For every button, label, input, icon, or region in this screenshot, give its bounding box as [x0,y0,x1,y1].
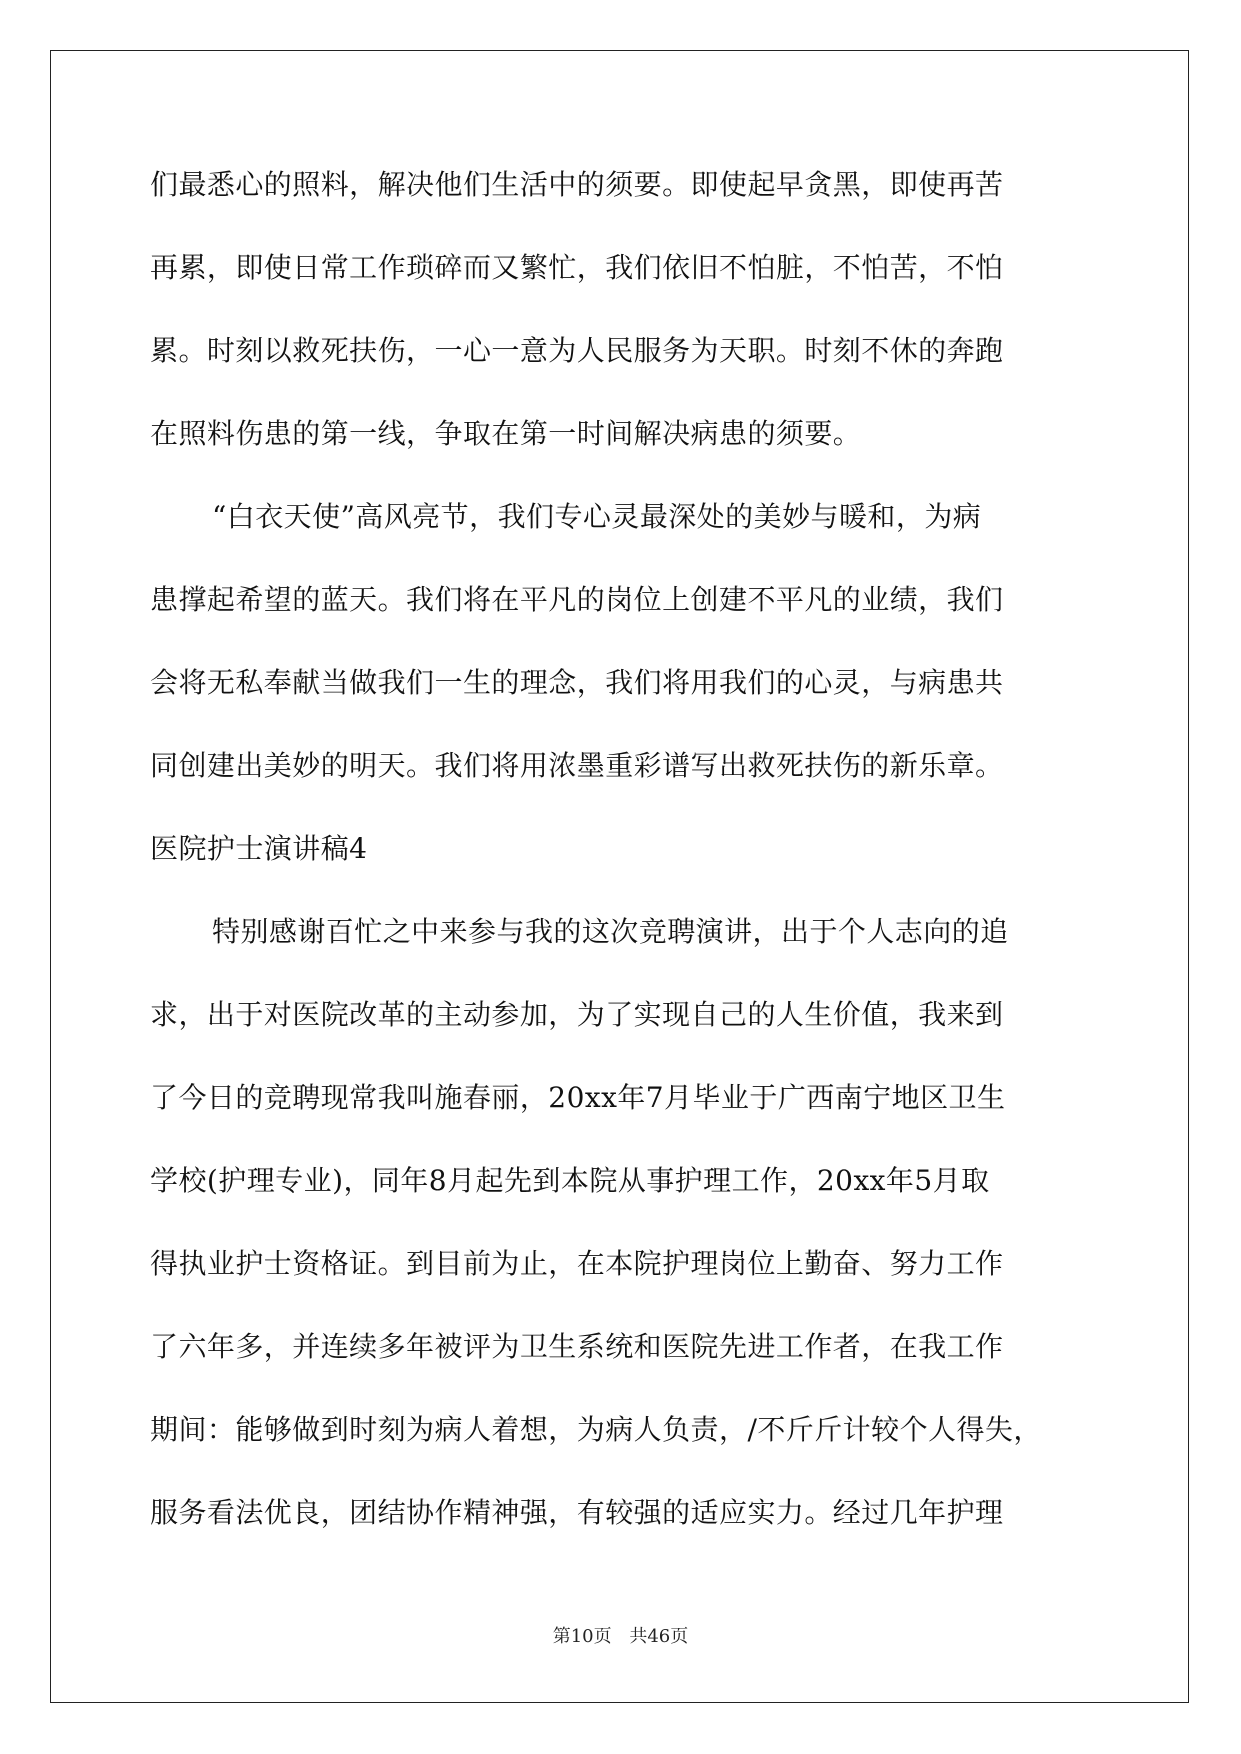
paragraph-line: 累。时刻以救死扶伤，一心一意为人民服务为天职。时刻不休的奔跑 [150,334,1004,367]
paragraph-line: 学校(护理专业)，同年8月起先到本院从事护理工作，20xx年5月取 [150,1164,990,1197]
paragraph-line: “白衣天使”高风亮节，我们专心灵最深处的美妙与暖和，为病 [212,500,982,533]
paragraph-line: 同创建出美妙的明天。我们将用浓墨重彩谱写出救死扶伤的新乐章。 [150,749,1004,782]
page-footer [0,1622,1241,1648]
paragraph-line: 了今日的竞聘现常我叫施春丽，20xx年7月毕业于广西南宁地区卫生 [150,1081,1006,1114]
page-number-total: 共46页 [629,1626,689,1647]
paragraph-line: 得执业护士资格证。到目前为止，在本院护理岗位上勤奋、努力工作 [150,1247,1004,1280]
paragraph-line: 再累，即使日常工作琐碎而又繁忙，我们依旧不怕脏，不怕苦，不怕 [150,251,1004,284]
page-number-current: 第10页 [552,1626,612,1647]
paragraph-line: 在照料伤患的第一线，争取在第一时间解决病患的须要。 [150,417,862,450]
section-heading: 医院护士演讲稿4 [150,832,368,865]
paragraph-line: 了六年多，并连续多年被评为卫生系统和医院先进工作者，在我工作 [150,1330,1004,1363]
paragraph-line: 期间：能够做到时刻为病人着想，为病人负责，/不斤斤计较个人得失， [150,1413,1042,1446]
paragraph-line: 患撑起希望的蓝天。我们将在平凡的岗位上创建不平凡的业绩，我们 [150,583,1004,616]
paragraph-line: 会将无私奉献当做我们一生的理念，我们将用我们的心灵，与病患共 [150,666,1004,699]
document-body [150,163,1087,1574]
paragraph-line: 求，出于对医院改革的主动参加，为了实现自己的人生价值，我来到 [150,998,1004,1031]
paragraph-line: 们最悉心的照料，解决他们生活中的须要。即使起早贪黑，即使再苦 [150,168,1004,201]
paragraph-line: 特别感谢百忙之中来参与我的这次竞聘演讲，出于个人志向的追 [212,915,1009,948]
paragraph-line: 服务看法优良，团结协作精神强，有较强的适应实力。经过几年护理 [150,1496,1004,1529]
